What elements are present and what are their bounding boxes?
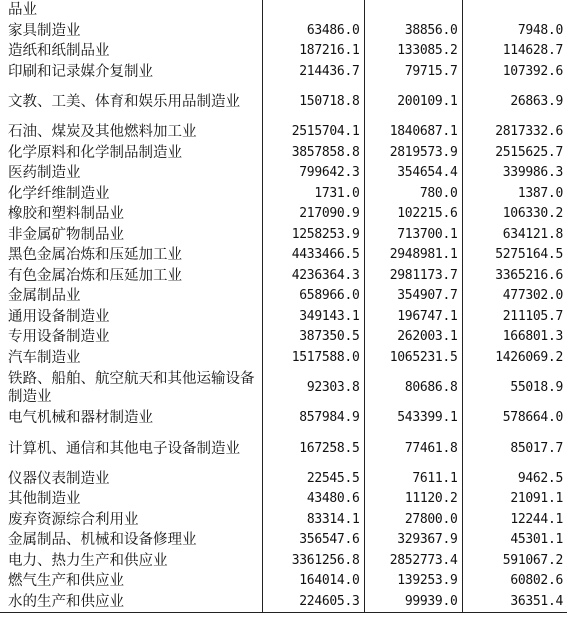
value-cell-2: 2981173.7 xyxy=(364,266,462,287)
industry-name-cell: 燃气生产和供应业 xyxy=(0,571,262,592)
value-cell-1: 1258253.9 xyxy=(262,225,364,246)
table-row xyxy=(0,163,567,184)
table-row xyxy=(0,41,567,62)
value-cell-2: 27800.0 xyxy=(364,510,462,531)
table-row xyxy=(0,551,567,572)
table-row xyxy=(0,469,567,490)
value-cell-2: 77461.8 xyxy=(364,429,462,469)
value-cell-3: 2817332.6 xyxy=(495,124,563,140)
value-cell-3: 2515625.7 xyxy=(495,144,563,160)
industry-name-cell: 化学原料和化学制品制造业 xyxy=(0,143,262,164)
value-cell-1: 356547.6 xyxy=(262,530,364,551)
table-row xyxy=(0,225,567,246)
value-cell-2: 1065231.5 xyxy=(364,348,462,369)
industry-name-cell: 医药制造业 xyxy=(0,163,262,184)
value-cell-2: 543399.1 xyxy=(364,408,462,429)
industry-name-cell: 橡胶和塑料制品业 xyxy=(0,204,262,225)
industry-name-cell: 化学纤维制造业 xyxy=(0,184,262,205)
value-cell-3: 107392.6 xyxy=(502,63,563,79)
value-cell-1: 224605.3 xyxy=(262,592,364,613)
table-row xyxy=(0,21,567,42)
industry-name-cell: 电气机械和器材制造业 xyxy=(0,408,262,429)
value-cell-1: 658966.0 xyxy=(262,286,364,307)
table-row xyxy=(0,82,567,122)
industry-name-cell: 品业 xyxy=(0,0,262,21)
industry-name-cell: 铁路、船舶、航空航天和其他运输设备制造业 xyxy=(0,368,262,408)
value-cell-3: 339986.3 xyxy=(502,165,563,181)
industry-name-cell: 金属制品、机械和设备修理业 xyxy=(0,530,262,551)
value-cell-3: 85017.7 xyxy=(510,440,563,456)
industry-name-cell: 造纸和纸制品业 xyxy=(0,41,262,62)
value-cell-3: 26863.9 xyxy=(510,94,563,109)
table-row xyxy=(0,286,567,307)
table-row xyxy=(0,510,567,531)
table-row xyxy=(0,184,567,205)
value-cell-2: 80686.8 xyxy=(364,368,462,408)
industry-name-cell: 计算机、通信和其他电子设备制造业 xyxy=(0,429,262,469)
value-cell-3 xyxy=(462,0,567,21)
value-cell-3: 9462.5 xyxy=(517,470,563,486)
value-cell-2: 2819573.9 xyxy=(364,143,462,164)
value-cell-3: 5275164.5 xyxy=(495,247,563,263)
value-cell-2: 38856.0 xyxy=(364,21,462,42)
table-row xyxy=(0,0,567,21)
table-row xyxy=(0,489,567,510)
value-cell-3: 166801.3 xyxy=(502,329,563,345)
industry-name-cell: 金属制品业 xyxy=(0,286,262,307)
industry-name-cell: 仪器仪表制造业 xyxy=(0,469,262,490)
value-cell-1: 4433466.5 xyxy=(262,245,364,266)
value-cell-3: 7948.0 xyxy=(517,22,563,38)
value-cell-2 xyxy=(364,0,462,21)
table-row xyxy=(0,592,567,613)
industry-name-cell: 水的生产和供应业 xyxy=(0,592,262,613)
value-cell-3: 114628.7 xyxy=(502,43,563,59)
industry-name-cell: 文教、工美、体育和娱乐用品制造业 xyxy=(0,82,262,122)
value-cell-2: 133085.2 xyxy=(364,41,462,62)
value-cell-3: 60802.6 xyxy=(510,573,563,589)
value-cell-3: 634121.8 xyxy=(502,226,563,242)
industry-name-cell: 印刷和记录媒介复制业 xyxy=(0,62,262,83)
value-cell-2: 79715.7 xyxy=(364,62,462,83)
industry-name-cell: 石油、煤炭及其他燃料加工业 xyxy=(0,122,262,143)
industry-name-cell: 通用设备制造业 xyxy=(0,307,262,328)
industry-name-cell: 汽车制造业 xyxy=(0,348,262,369)
table-row xyxy=(0,307,567,328)
table-row xyxy=(0,571,567,592)
value-cell-1: 187216.1 xyxy=(262,41,364,62)
value-cell-1: 214436.7 xyxy=(262,62,364,83)
table-row xyxy=(0,143,567,164)
industry-name-cell: 废弃资源综合利用业 xyxy=(0,510,262,531)
value-cell-3: 578664.0 xyxy=(502,410,563,426)
table-row xyxy=(0,368,567,408)
value-cell-1: 1517588.0 xyxy=(262,348,364,369)
value-cell-3: 106330.2 xyxy=(502,206,563,222)
value-cell-3: 3365216.6 xyxy=(495,267,563,283)
value-cell-2: 354654.4 xyxy=(364,163,462,184)
value-cell-1: 217090.9 xyxy=(262,204,364,225)
value-cell-1: 3361256.8 xyxy=(262,551,364,572)
value-cell-1: 150718.8 xyxy=(262,82,364,122)
value-cell-2: 196747.1 xyxy=(364,307,462,328)
value-cell-3: 1426069.2 xyxy=(495,349,563,365)
table-row xyxy=(0,327,567,348)
table-row xyxy=(0,204,567,225)
industry-name-cell: 电力、热力生产和供应业 xyxy=(0,551,262,572)
table-row xyxy=(0,348,567,369)
industry-name-cell: 非金属矿物制品业 xyxy=(0,225,262,246)
value-cell-1: 349143.1 xyxy=(262,307,364,328)
value-cell-1: 387350.5 xyxy=(262,327,364,348)
table-row xyxy=(0,408,567,429)
table-row xyxy=(0,122,567,143)
value-cell-1: 4236364.3 xyxy=(262,266,364,287)
value-cell-1: 63486.0 xyxy=(262,21,364,42)
value-cell-3: 211105.7 xyxy=(502,308,563,324)
value-cell-2: 713700.1 xyxy=(364,225,462,246)
value-cell-1: 43480.6 xyxy=(262,489,364,510)
industry-name-cell: 专用设备制造业 xyxy=(0,327,262,348)
industry-name-cell: 黑色金属冶炼和压延加工业 xyxy=(0,245,262,266)
value-cell-3: 12244.1 xyxy=(510,511,563,527)
value-cell-1: 92303.8 xyxy=(262,368,364,408)
value-cell-2: 2852773.4 xyxy=(364,551,462,572)
value-cell-1: 3857858.8 xyxy=(262,143,364,164)
value-cell-1: 164014.0 xyxy=(262,571,364,592)
value-cell-3: 21091.1 xyxy=(510,491,563,507)
industry-name-cell: 其他制造业 xyxy=(0,489,262,510)
value-cell-2: 99939.0 xyxy=(364,592,462,613)
value-cell-2: 139253.9 xyxy=(364,571,462,592)
value-cell-1: 857984.9 xyxy=(262,408,364,429)
value-cell-2: 200109.1 xyxy=(364,82,462,122)
industry-name-cell: 家具制造业 xyxy=(0,21,262,42)
value-cell-1: 799642.3 xyxy=(262,163,364,184)
table-row xyxy=(0,429,567,469)
value-cell-2: 1840687.1 xyxy=(364,122,462,143)
value-cell-3: 55018.9 xyxy=(510,380,563,395)
value-cell-2: 102215.6 xyxy=(364,204,462,225)
table-row xyxy=(0,62,567,83)
industry-name-cell: 有色金属冶炼和压延加工业 xyxy=(0,266,262,287)
value-cell-1: 1731.0 xyxy=(262,184,364,205)
value-cell-1: 167258.5 xyxy=(262,429,364,469)
value-cell-1: 2515704.1 xyxy=(262,122,364,143)
value-cell-2: 329367.9 xyxy=(364,530,462,551)
table-row xyxy=(0,266,567,287)
value-cell-3: 477302.0 xyxy=(502,288,563,304)
value-cell-2: 7611.1 xyxy=(364,469,462,490)
table-row xyxy=(0,530,567,551)
value-cell-2: 2948981.1 xyxy=(364,245,462,266)
value-cell-1: 22545.5 xyxy=(262,469,364,490)
value-cell-3: 36351.4 xyxy=(462,592,567,613)
value-cell-2: 262003.1 xyxy=(364,327,462,348)
value-cell-2: 354907.7 xyxy=(364,286,462,307)
table-row xyxy=(0,245,567,266)
value-cell-3: 591067.2 xyxy=(502,552,563,568)
value-cell-1: 83314.1 xyxy=(262,510,364,531)
value-cell-3: 1387.0 xyxy=(517,185,563,201)
value-cell-1 xyxy=(262,0,364,21)
value-cell-2: 780.0 xyxy=(364,184,462,205)
value-cell-3: 45301.1 xyxy=(510,532,563,548)
value-cell-2: 11120.2 xyxy=(364,489,462,510)
